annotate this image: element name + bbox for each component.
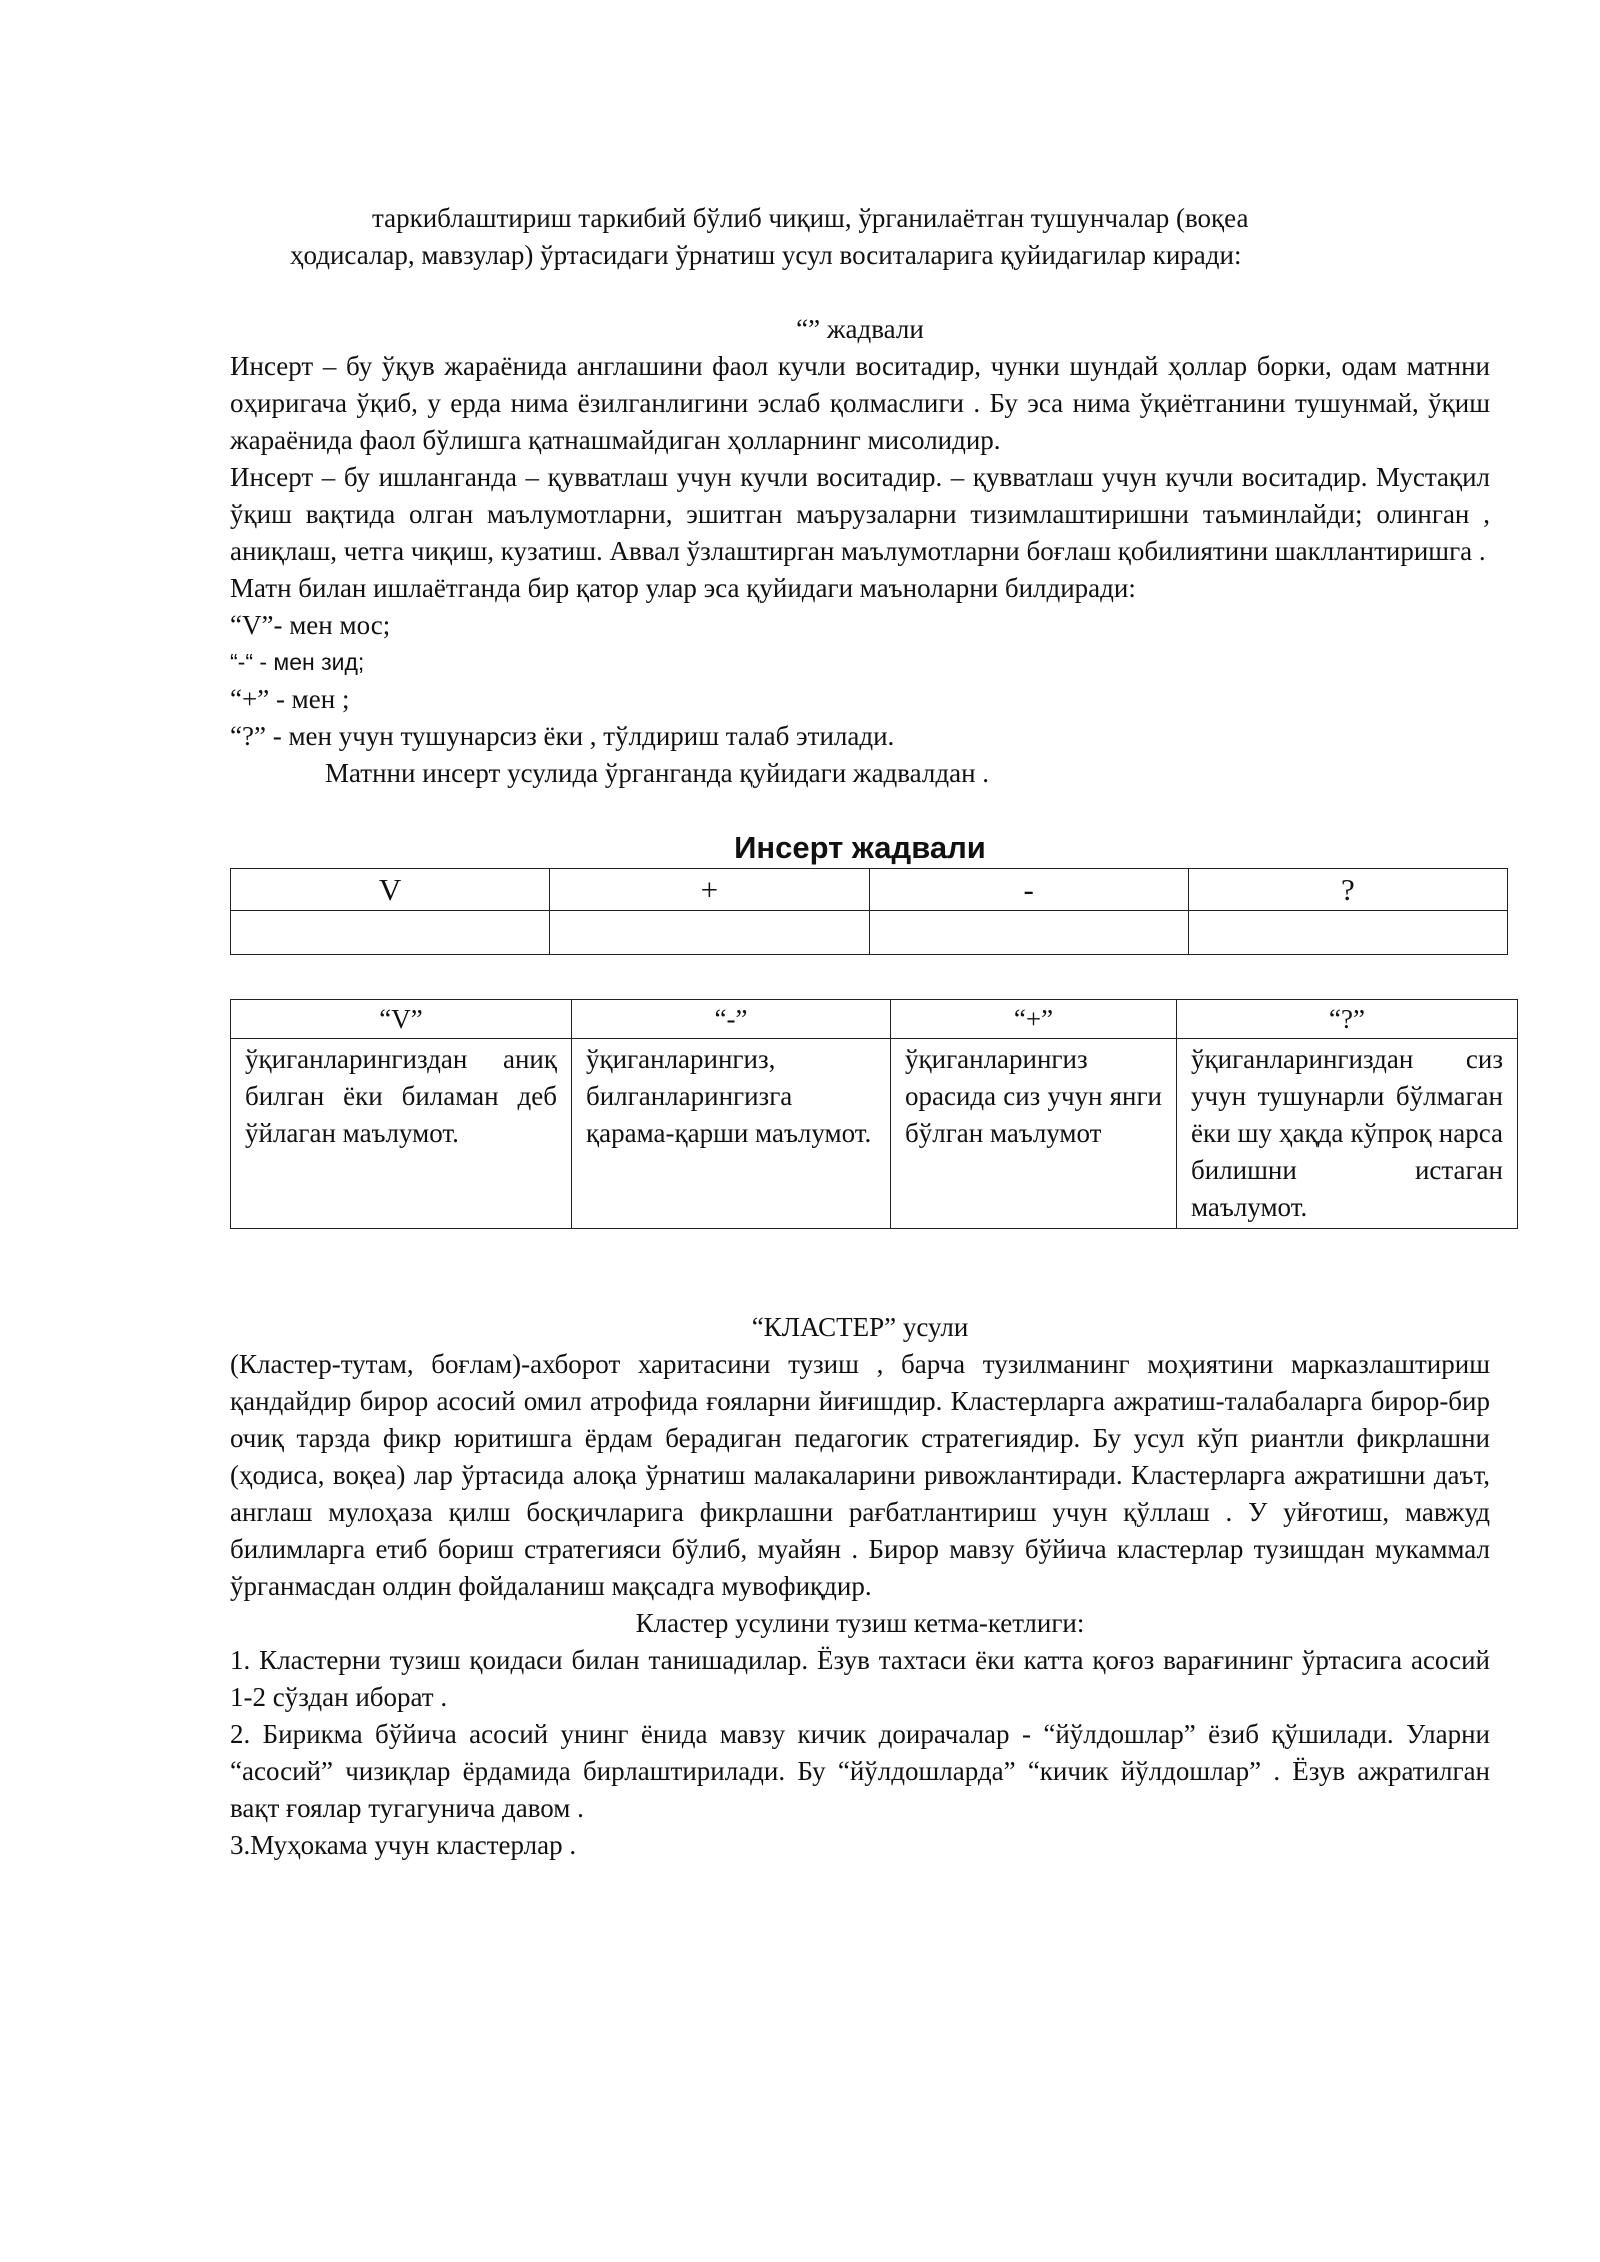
- insert-table-header-cell: ?: [1188, 869, 1507, 911]
- meaning-table-header-cell: “+”: [891, 1000, 1177, 1039]
- insert-paragraph-3: Матн билан ишлаётганда бир қатор улар эса қуйидаги маъноларни билдиради:: [230, 573, 1136, 603]
- marker-v: “V”- мен мос;: [230, 610, 391, 640]
- insert-table-empty-cell: [550, 911, 869, 955]
- meaning-table-cell: ўқиганларингиздан сиз учун тушунарли бўлмаган ёки шу ҳақда кўпроқ нарса билишни истаган маълумот.: [1177, 1039, 1518, 1229]
- meaning-table-row: [231, 1039, 1518, 1229]
- intro-line-2: ҳодисалар, мавзулар) ўртасидаги ўрнатиш усул воситаларига қуйидагилар киради:: [290, 240, 1242, 270]
- meaning-table-cell: ўқиганларингиз орасида сиз учун янги бўлган маълумот: [891, 1039, 1177, 1229]
- jadval-heading: “” жадвали: [796, 314, 924, 344]
- insert-table-header-row: [231, 869, 1508, 911]
- marker-question: “?” - мен учун тушунарсиз ёки , тўлдириш талаб этилади.: [230, 721, 895, 751]
- meaning-table-header-row: [231, 1000, 1518, 1039]
- insert-table-empty-cell: [1188, 911, 1507, 955]
- insert-table-header-cell: -: [869, 869, 1188, 911]
- meaning-table-cell: ўқиганларингиздан аниқ билган ёки биламан деб ўйлаган маълумот.: [231, 1039, 572, 1229]
- cluster-paragraph: (Кластер-тутам, боғлам)-ахборот харитасини тузиш , барча тузилманинг моҳиятини марказлаштириш қандайдир бирор асосий омил атрофида ғояларни йиғишдир. Кластерларга ажратиш-талабаларга бирор-бир очиқ тарзда фикр юритишга ёрдам берадиган педагогик стратегиядир. Бу усул кўп риантли фикрлашни (ҳодиса, воқеа) лар ўртасида алоқа ўрнатиш малакаларини ривожлантиради. Кластерларга ажратишни даът, англаш мулоҳаза қилш босқичларига фикрлашни рағбатлантириш учун қўллаш . У уйғотиш, мавжуд билимларга етиб бориш стратегияси бўлиб, муайян . Бирор мавзу бўйича кластерлар тузишдан мукаммал ўрганмасдан олдин фойдаланиш мақсадга мувофиқдир.: [230, 1349, 1490, 1601]
- insert-table-header-cell: +: [550, 869, 869, 911]
- insert-table-empty-cell: [231, 911, 550, 955]
- insert-paragraph-2: Инсерт – бу ишланганда – қувватлаш учун кучли воситадир. – қувватлаш учун кучли воситадир. Мустақил ўқиш вақтида олган маълумотларни, эшитган маърузаларни тизимлаштиришни таъминлайди; олинган , аниқлаш, четга чиқиш, кузатиш. Аввал ўзлаштирган маълумотларни боғлаш қобилиятини шакллантиришга .: [230, 462, 1490, 566]
- marker-minus: “-“ - мен зид;: [230, 649, 365, 675]
- insert-table: [230, 868, 1508, 955]
- cluster-step-3: 3.Муҳокама учун кластерлар .: [230, 1830, 577, 1860]
- insert-table-header-cell: V: [231, 869, 550, 911]
- meaning-table-header-cell: “-”: [572, 1000, 891, 1039]
- cluster-sequence-title: Кластер усулини тузиш кетма-кетлиги:: [635, 1608, 1085, 1638]
- marker-plus: “+” - мен ;: [230, 684, 350, 714]
- meaning-table-header-cell: “V”: [231, 1000, 572, 1039]
- cluster-title: “КЛАСТЕР” усули: [751, 1312, 969, 1342]
- meaning-table-header-cell: “?”: [1177, 1000, 1518, 1039]
- insert-table-title: Инсерт жадвали: [734, 830, 986, 865]
- insert-paragraph-4: Матнни инсерт усулида ўрганганда қуйидаги жадвалдан .: [325, 758, 990, 788]
- insert-table-empty-cell: [869, 911, 1188, 955]
- cluster-step-1: 1. Кластерни тузиш қоидаси билан танишадилар. Ёзув тахтаси ёки катта қоғоз варағининг ўртасига асосий 1-2 сўздан иборат .: [230, 1645, 1490, 1712]
- intro-line-1: таркиблаштириш таркибий бўлиб чиқиш, ўрганилаётган тушунчалар (воқеа: [372, 203, 1249, 233]
- document-body: [230, 200, 1503, 1864]
- insert-paragraph-1: Инсерт – бу ўқув жараёнида англашини фаол кучли воситадир, чунки шундай ҳоллар борки, одам матнни оҳиригача ўқиб, у ерда нима ёзилганлигини эслаб қолмаслиги . Бу эса нима ўқиётганини тушунмай, ўқиш жараёнида фаол бўлишга қатнашмайдиган ҳолларнинг мисолидир.: [230, 351, 1490, 455]
- insert-table-empty-row: [231, 911, 1508, 955]
- meaning-table: [230, 999, 1518, 1229]
- meaning-table-cell: ўқиганларингиз, билганларингизга қарама-қарши маълумот.: [572, 1039, 891, 1229]
- cluster-step-2: 2. Бирикма бўйича асосий унинг ёнида мавзу кичик доирачалар - “йўлдошлар” ёзиб қўшилади. Уларни “асосий” чизиқлар ёрдамида бирлаштирилади. Бу “йўлдошларда” “кичик йўлдошлар” . Ёзув ажратилган вақт ғоялар тугагунича давом .: [230, 1719, 1490, 1823]
